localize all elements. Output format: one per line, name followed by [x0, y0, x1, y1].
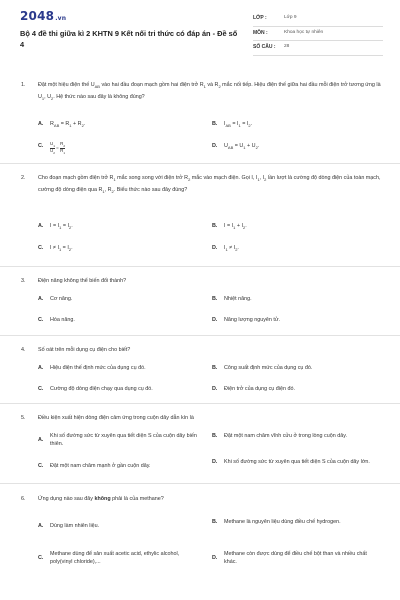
option-letter: A.	[38, 437, 44, 443]
option-letter: A.	[38, 223, 44, 229]
document-title: Bộ 4 đề thi giữa kì 2 KHTN 9 Kết nối tri thức có đáp án - Đề số 4	[20, 29, 238, 49]
option-c[interactable]	[38, 462, 200, 470]
question-text: Số oát trên mỗi dụng cụ điện cho biết?	[38, 347, 131, 353]
question-text-end: phải là của methane?	[110, 496, 164, 502]
option-text: Cường độ dòng điện chạy qua dụng cụ đó.	[50, 386, 153, 392]
option-d[interactable]	[212, 316, 374, 324]
question-number: 3.	[21, 278, 26, 284]
option-letter: A.	[38, 365, 44, 371]
question-2	[0, 164, 400, 267]
option-c[interactable]	[38, 244, 200, 254]
option-text: $I_{AB} = I_1 = I_2$.	[224, 121, 253, 129]
option-text: Khi số đường sức từ xuyên qua tiết diện S của cuộn dây lớn.	[224, 459, 370, 465]
site-logo[interactable]	[20, 9, 66, 23]
option-a[interactable]	[38, 222, 200, 232]
option-d[interactable]	[212, 142, 374, 152]
option-text: Hiệu điện thế định mức của dụng cụ đó.	[50, 365, 146, 371]
option-text: $I = I_1 + I_2$.	[224, 223, 247, 231]
meta-row-count	[253, 41, 383, 56]
meta-key: SỐ CÂU :	[253, 44, 276, 50]
option-text: $\frac{U_1}{U_2}$ = $\frac{R_2}{R_1}$	[50, 141, 65, 155]
option-text: Đặt một nam châm mạnh ở gần cuộn dây.	[50, 463, 151, 469]
option-letter: C.	[38, 463, 44, 469]
option-letter: C.	[38, 245, 44, 251]
option-a[interactable]	[38, 295, 200, 303]
option-letter: B.	[212, 433, 218, 439]
option-letter: D.	[212, 555, 218, 561]
option-text: Methane là nguyên liệu dùng điều chế hydrogen.	[224, 519, 341, 525]
question-text-start: Ứng dụng nào sau đây	[38, 496, 95, 502]
option-text: $I = I_1 = I_2$.	[50, 223, 73, 231]
option-a[interactable]	[38, 120, 200, 130]
question-number: 4.	[21, 347, 26, 353]
option-text: Dùng làm nhiên liệu.	[50, 523, 100, 529]
option-d[interactable]	[212, 458, 374, 466]
option-b[interactable]	[212, 364, 389, 372]
question-6	[0, 484, 400, 600]
option-letter: B.	[212, 296, 218, 302]
logo-suffix: .vn	[55, 15, 67, 22]
option-b[interactable]	[212, 432, 374, 440]
meta-value: Lớp 9	[284, 15, 297, 21]
page-header	[0, 0, 400, 62]
option-text: Nhiệt năng.	[224, 296, 252, 302]
option-a[interactable]	[38, 364, 215, 372]
option-letter: D.	[212, 245, 218, 251]
logo-text: 2048	[20, 9, 55, 23]
option-letter: B.	[212, 519, 218, 525]
option-text: $R_{AB} = R_1 + R_2$.	[50, 121, 86, 129]
meta-row-subject	[253, 27, 383, 42]
meta-value: 28	[284, 44, 290, 50]
question-number: 2.	[21, 175, 26, 181]
option-text: Khi số đường sức từ xuyên qua tiết diện S của cuộn dây biến thiên.	[50, 433, 197, 447]
option-letter: C.	[38, 143, 44, 149]
question-text: Cho đoạn mạch gồm điện trở $R_1$ mắc song song với điện trở $R_2$ mắc vào mạch điện. Gọi I, $I_1$, $I_2$ lần lượt là cường độ dòng điện của toàn mạch, cường độ dòng điện qua $R_1$, $R_2$. Biểu thức nào sau đây đúng?	[38, 175, 381, 195]
question-keyword: không	[94, 496, 111, 502]
question-text: Điện năng không thể biến đổi thành?	[38, 278, 127, 284]
question-number: 5.	[21, 415, 26, 421]
option-a[interactable]	[38, 432, 200, 448]
question-number: 1.	[21, 82, 26, 88]
question-1	[0, 70, 400, 164]
option-text: $I_1 \ne I_2$.	[224, 245, 239, 253]
question-3	[0, 267, 400, 336]
option-c[interactable]	[38, 385, 215, 393]
option-letter: C.	[38, 555, 44, 561]
option-letter: A.	[38, 121, 44, 127]
question-number: 6.	[21, 496, 26, 502]
option-text: Methane còn được dùng để điều chế bột than và nhiều chất khác.	[224, 551, 367, 565]
question-4	[0, 336, 400, 404]
option-text: Năng lượng nguyên tử.	[224, 317, 281, 323]
option-letter: D.	[212, 386, 218, 392]
option-b[interactable]	[212, 222, 374, 232]
question-text: Đặt một hiệu điện thế $U_{AB}$ vào hai đầu đoạn mạch gồm hai điện trở $R_1$ và $R_2$ mắc nối tiếp. Hiệu điện thế giữa hai đầu mỗi điện trở tương ứng là $U_1$, $U_2$. Hệ thức nào sau đây là không đúng?	[38, 82, 381, 102]
option-text: $U_{AB} = U_1 + U_2$.	[224, 143, 260, 151]
question-text: Điều kiện xuất hiện dòng điện cảm ứng trong cuộn dây dẫn kín là	[38, 415, 194, 421]
option-b[interactable]	[212, 518, 374, 526]
option-text: Công suất định mức của dụng cụ đó.	[224, 365, 313, 371]
option-letter: D.	[212, 143, 218, 149]
option-letter: C.	[38, 386, 44, 392]
option-d[interactable]	[212, 244, 374, 254]
option-b[interactable]	[212, 120, 374, 130]
question-5	[0, 404, 400, 484]
meta-key: LỚP :	[253, 15, 267, 21]
option-letter: B.	[212, 223, 218, 229]
option-text: Đặt một nam châm vĩnh cửu ở trong lòng cuộn dây.	[224, 433, 348, 439]
option-text: Cơ năng.	[50, 296, 73, 302]
meta-row-grade	[253, 12, 383, 27]
option-letter: D.	[212, 459, 218, 465]
option-text: Methane dùng để sản xuất acetic acid, ethylic alcohol, poly(vinyl chloride),...	[50, 551, 180, 565]
option-d[interactable]	[212, 550, 374, 566]
option-text: $I \ne I_1 = I_2$.	[50, 245, 73, 253]
option-a[interactable]	[38, 522, 200, 530]
option-letter: C.	[38, 317, 44, 323]
option-c[interactable]	[38, 550, 200, 566]
option-d[interactable]	[212, 385, 389, 393]
meta-key: MÔN :	[253, 29, 268, 36]
option-letter: B.	[212, 365, 218, 371]
option-c[interactable]	[38, 316, 200, 324]
option-letter: D.	[212, 317, 218, 323]
option-letter: A.	[38, 296, 44, 302]
option-text: Điện trở của dụng cụ điện đó.	[224, 386, 295, 392]
option-letter: B.	[212, 121, 218, 127]
meta-table	[253, 12, 383, 56]
option-text: Hóa năng.	[50, 317, 75, 323]
meta-value: Khoa học tự nhiên	[284, 29, 324, 35]
option-letter: A.	[38, 523, 44, 529]
option-b[interactable]	[212, 295, 374, 303]
option-c[interactable]	[38, 142, 200, 155]
question-text	[38, 494, 382, 505]
